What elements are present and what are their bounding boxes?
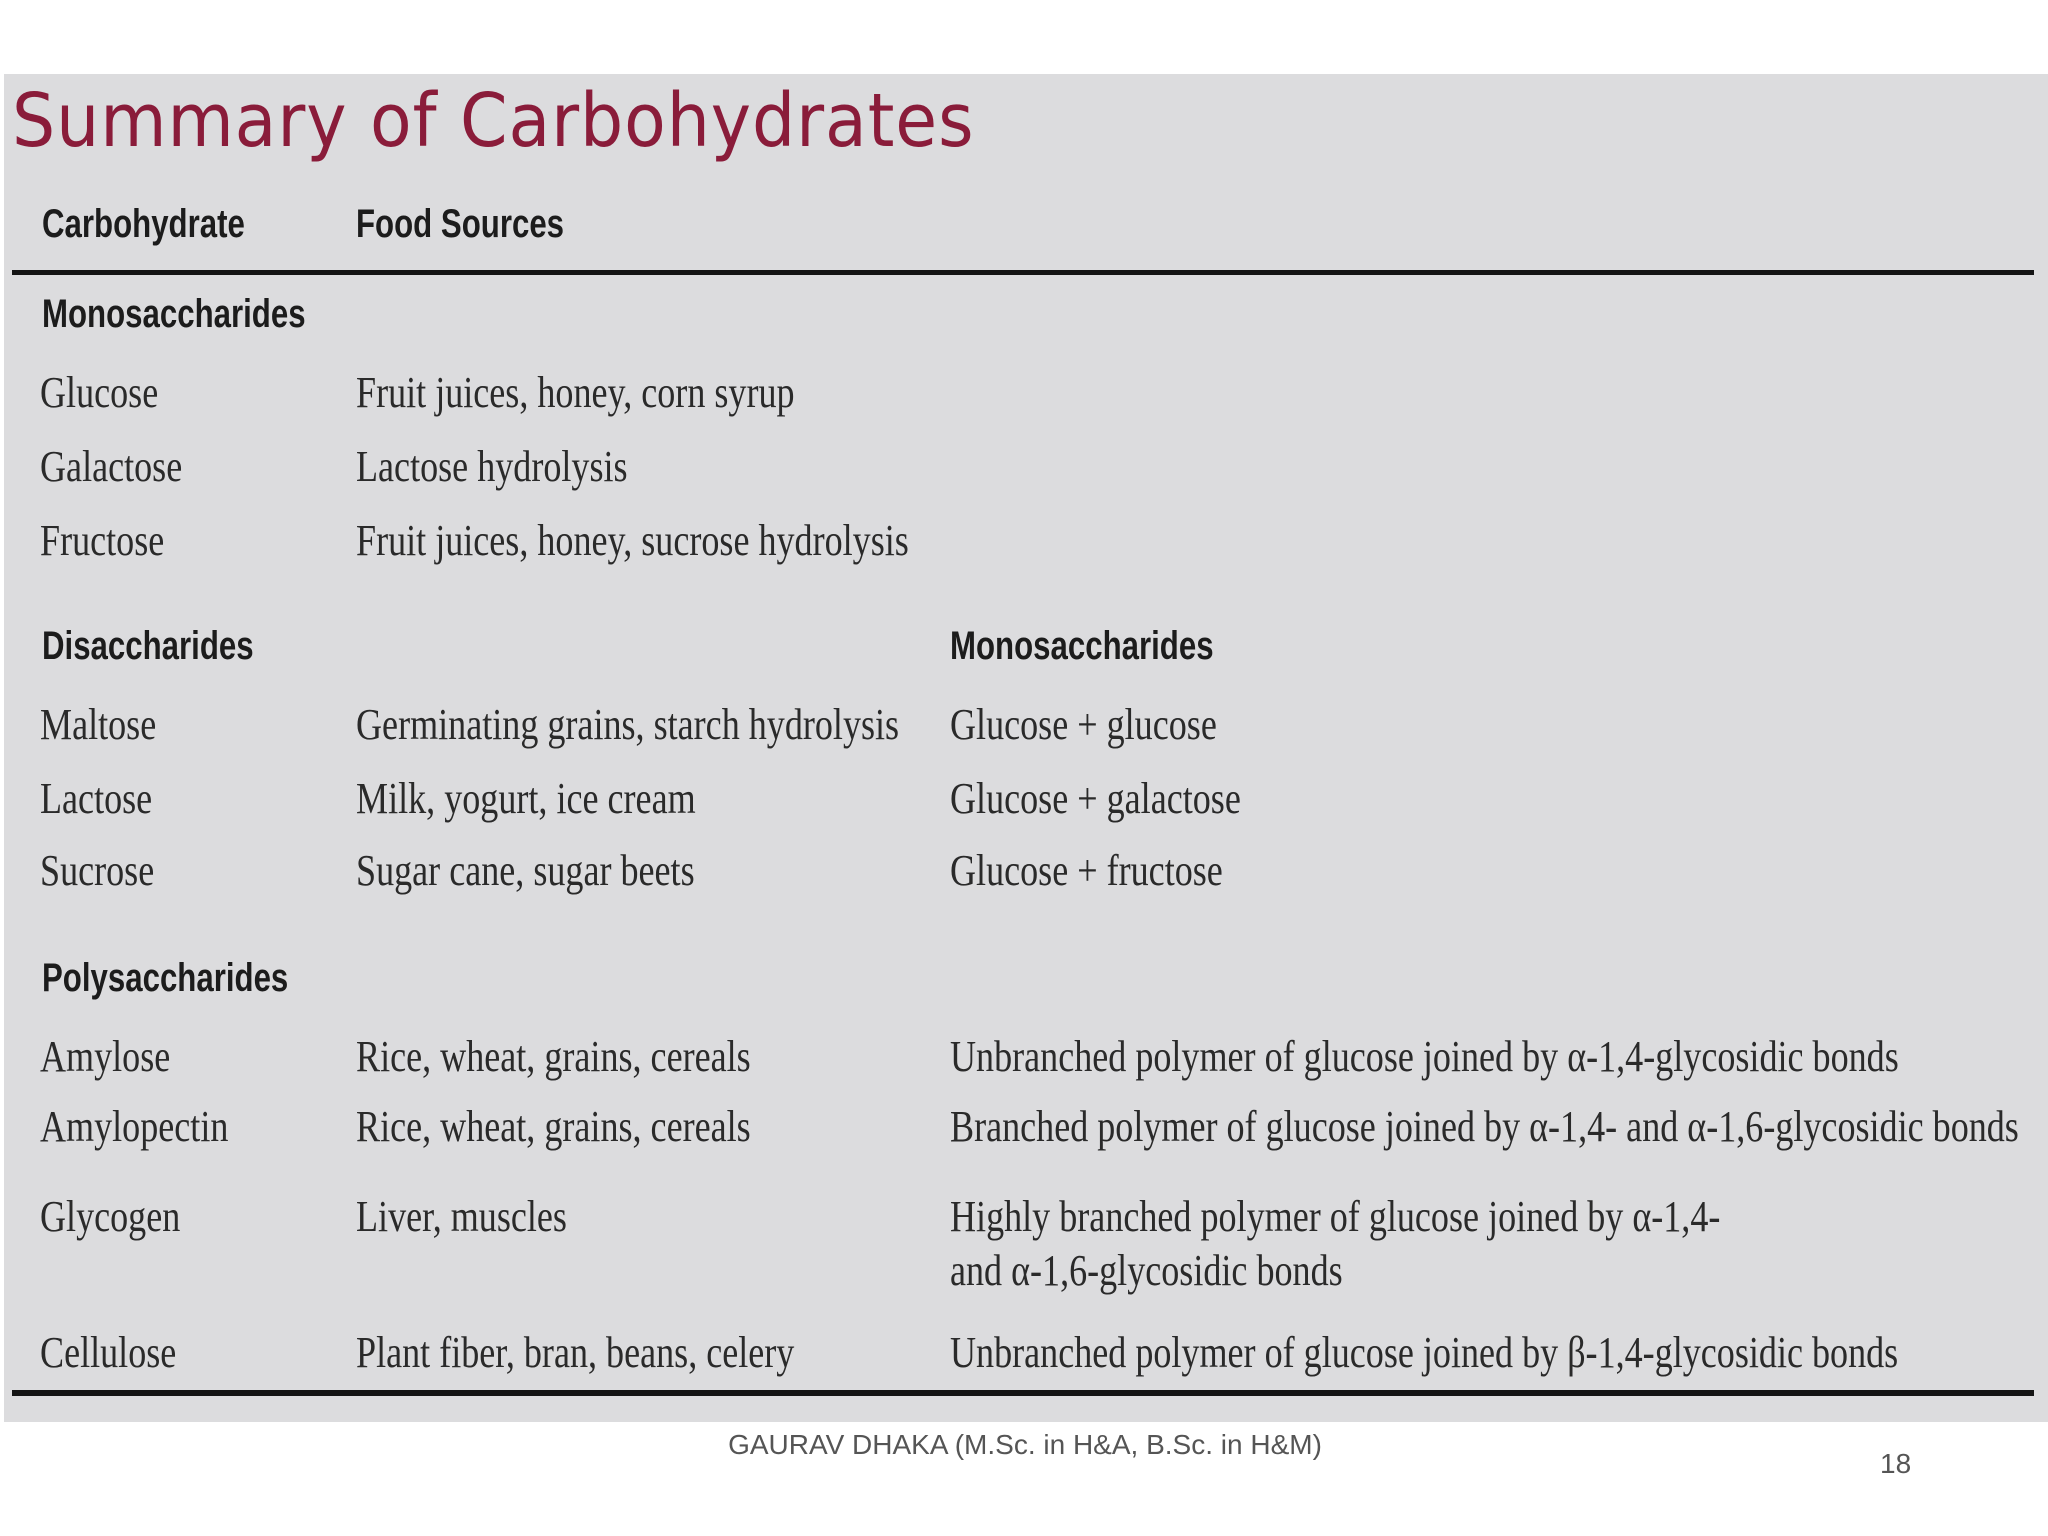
row-amylose-name: Amylose <box>40 1032 171 1081</box>
footer-author: GAURAV DHAKA (M.Sc. in H&A, B.Sc. in H&M) <box>728 1429 1322 1460</box>
row-galactose-sources: Lactose hydrolysis <box>356 442 628 491</box>
header-carbohydrate: Carbohydrate <box>42 202 245 246</box>
slide-title: Summary of Carbohydrates <box>12 78 975 164</box>
section-disaccharides: Disaccharides <box>42 624 254 668</box>
table-bottom-rule <box>12 1390 2034 1396</box>
row-cellulose-detail: Unbranched polymer of glucose joined by β-1,4-glycosidic bonds <box>950 1328 1899 1377</box>
row-maltose-name: Maltose <box>40 700 157 749</box>
row-amylopectin-name: Amylopectin <box>40 1102 229 1151</box>
row-glycogen-detail: Highly branched polymer of glucose joined by α-1,4- and α-1,6-glycosidic bonds <box>950 1192 1721 1295</box>
row-amylose-detail: Unbranched polymer of glucose joined by α-1,4-glycosidic bonds <box>950 1032 1899 1081</box>
header-food-sources: Food Sources <box>356 202 565 246</box>
row-cellulose-sources: Plant fiber, bran, beans, celery <box>356 1328 795 1377</box>
header-monosaccharides-column: Monosaccharides <box>950 624 1214 668</box>
row-amylopectin-detail: Branched polymer of glucose joined by α-1,4- and α-1,6-glycosidic bonds <box>950 1102 2019 1151</box>
row-amylopectin-sources: Rice, wheat, grains, cereals <box>356 1102 751 1151</box>
row-cellulose-name: Cellulose <box>40 1328 177 1377</box>
row-lactose-name: Lactose <box>40 774 153 823</box>
page-number: 18 <box>1880 1448 1912 1479</box>
row-maltose-sources: Germinating grains, starch hydrolysis <box>356 700 900 749</box>
row-fructose-name: Fructose <box>40 516 165 565</box>
row-glucose-sources: Fruit juices, honey, corn syrup <box>356 368 795 417</box>
row-maltose-detail: Glucose + glucose <box>950 700 1217 749</box>
row-glucose-name: Glucose <box>40 368 159 417</box>
table-top-rule <box>12 270 2034 275</box>
row-lactose-sources: Milk, yogurt, ice cream <box>356 774 696 823</box>
row-sucrose-sources: Sugar cane, sugar beets <box>356 846 695 895</box>
row-glycogen-name: Glycogen <box>40 1192 181 1241</box>
row-sucrose-name: Sucrose <box>40 846 155 895</box>
section-monosaccharides: Monosaccharides <box>42 292 306 336</box>
section-polysaccharides: Polysaccharides <box>42 956 289 1000</box>
row-amylose-sources: Rice, wheat, grains, cereals <box>356 1032 751 1081</box>
row-lactose-detail: Glucose + galactose <box>950 774 1241 823</box>
row-sucrose-detail: Glucose + fructose <box>950 846 1223 895</box>
row-glycogen-sources: Liver, muscles <box>356 1192 567 1241</box>
row-fructose-sources: Fruit juices, honey, sucrose hydrolysis <box>356 516 909 565</box>
row-galactose-name: Galactose <box>40 442 183 491</box>
